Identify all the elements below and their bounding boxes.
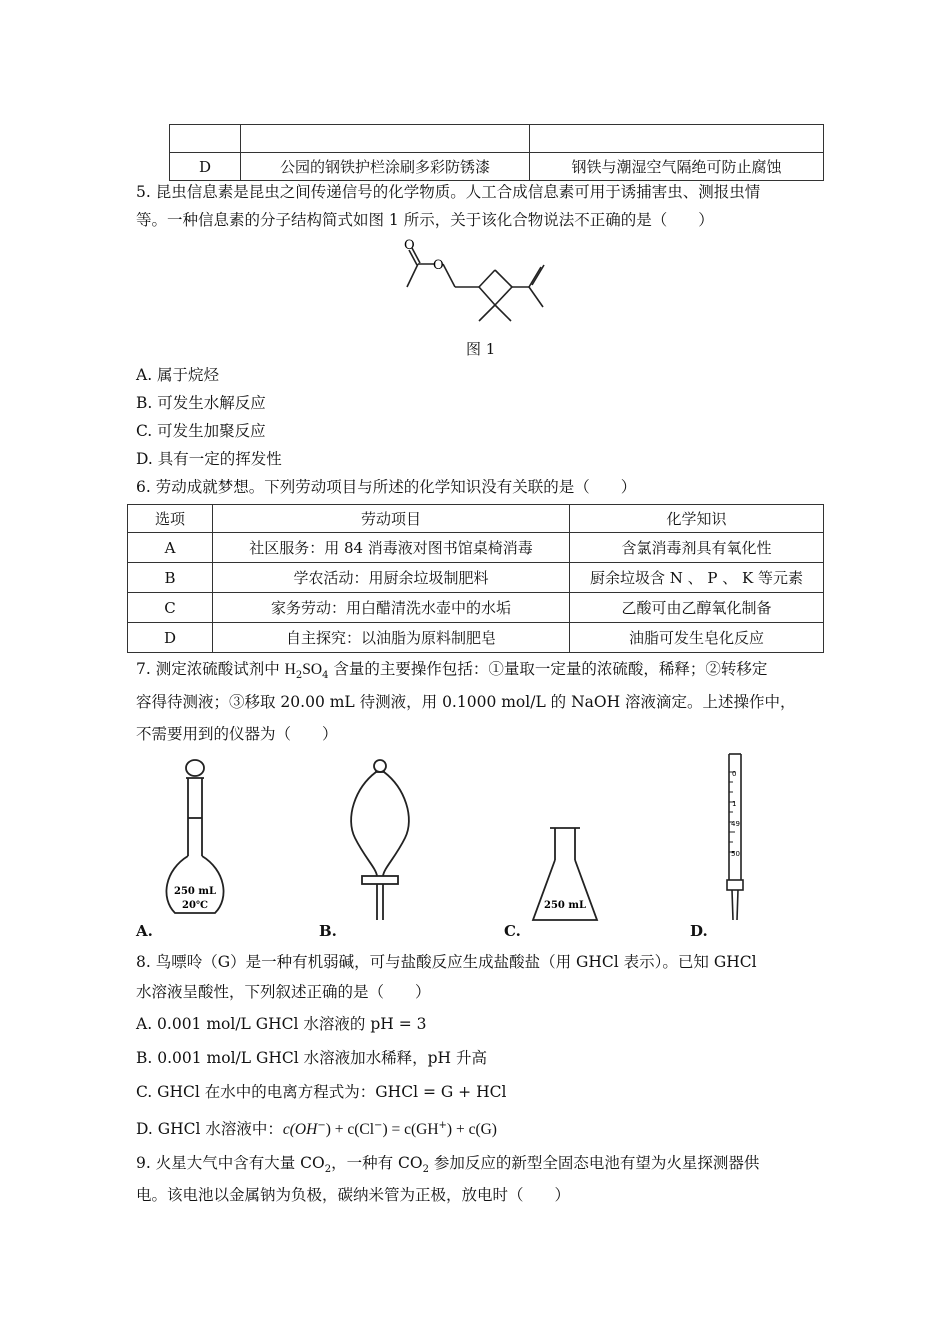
table-header-row <box>128 505 824 533</box>
table-row <box>128 533 824 563</box>
table-cell: D <box>128 623 213 653</box>
table-row <box>170 153 824 181</box>
volumetric-flask-image <box>155 758 235 923</box>
q7-label-b: B. <box>319 922 337 940</box>
burette-mark: 0 <box>732 770 737 778</box>
equation-text: ) + c(G) <box>446 1121 497 1139</box>
equation-text: ) = c(GH <box>382 1121 439 1139</box>
q5-option-b: B. 可发生水解反应 <box>136 394 266 412</box>
equation-superscript: − <box>317 1120 326 1131</box>
q8-option-c: C. GHCl 在水中的电离方程式为：GHCl = G + HCl <box>136 1083 507 1101</box>
table-cell: D <box>170 153 241 181</box>
table-header: 劳动项目 <box>213 505 570 533</box>
q7-text: 7. 测定浓硫酸试剂中 <box>136 660 285 678</box>
q6-table <box>127 504 824 653</box>
q8-option-a: A. 0.001 mol/L GHCl 水溶液的 pH = 3 <box>136 1015 427 1033</box>
table-row <box>128 563 824 593</box>
q8-option-d <box>136 1114 497 1142</box>
q5-option-c: C. 可发生加聚反应 <box>136 422 266 440</box>
formula-subscript: 2 <box>295 670 303 682</box>
formula-subscript: 2 <box>422 1164 429 1176</box>
burette-image <box>715 752 755 927</box>
formula-text: SO <box>302 661 323 678</box>
formula-text: H <box>284 661 296 678</box>
oxygen-label: O <box>404 238 415 253</box>
table-cell: 油脂可发生皂化反应 <box>570 623 824 653</box>
table-cell: 乙酸可由乙醇氧化制备 <box>570 593 824 623</box>
q8-text: D. GHCl 水溶液中： <box>136 1120 283 1139</box>
formula-subscript: 4 <box>322 670 329 682</box>
table-header: 选项 <box>128 505 213 533</box>
top-table <box>169 124 824 181</box>
table-cell: 学农活动：用厨余垃圾制肥料 <box>213 563 570 593</box>
q9-text: 9. 火星大气中含有大量 CO <box>136 1154 325 1172</box>
q7-label-c: C. <box>504 922 521 940</box>
table-row <box>128 623 824 653</box>
table-cell <box>530 125 824 153</box>
equation-text: c(OH <box>282 1121 318 1139</box>
equation-superscript: − <box>374 1120 383 1131</box>
q8-line1: 8. 鸟嘌呤（G）是一种有机弱碱，可与盐酸反应生成盐酸盐（用 GHCl 表示）。已知 GHCl <box>136 953 757 971</box>
equation-text: ) + c(Cl <box>325 1121 375 1139</box>
burette-mark: 1 <box>732 800 737 808</box>
erlenmeyer-volume-label: 250 mL <box>544 900 586 911</box>
q8-option-b: B. 0.001 mol/L GHCl 水溶液加水稀释，pH 升高 <box>136 1049 487 1067</box>
q7-label-a: A. <box>136 922 153 940</box>
table-cell: 含氯消毒剂具有氧化性 <box>570 533 824 563</box>
table-row <box>128 593 824 623</box>
table-cell: 钢铁与潮湿空气隔绝可防止腐蚀 <box>530 153 824 181</box>
table-cell: 社区服务：用 84 消毒液对图书馆桌椅消毒 <box>213 533 570 563</box>
table-row <box>170 125 824 153</box>
q7-line1 <box>136 657 767 688</box>
formula-subscript: 2 <box>324 1164 332 1176</box>
table-cell: B <box>128 563 213 593</box>
table-cell: 公园的钢铁护栏涂刷多彩防锈漆 <box>241 153 530 181</box>
q9-line2: 电。该电池以金属钠为负极，碳纳米管为正极，放电时（ ） <box>136 1186 571 1204</box>
q5-line2: 等。一种信息素的分子结构简式如图 1 所示，关于该化合物说法不正确的是（ ） <box>136 211 714 229</box>
q9-line1 <box>136 1151 759 1182</box>
q8-line2: 水溶液呈酸性，下列叙述正确的是（ ） <box>136 983 431 1001</box>
q7-line2: 容得待测液；③移取 20.00 mL 待测液，用 0.1000 mol/L 的 NaOH 溶液滴定。上述操作中， <box>136 693 796 711</box>
oxygen-label: O <box>433 258 444 273</box>
burette-mark: 50 <box>731 850 740 858</box>
table-cell: A <box>128 533 213 563</box>
erlenmeyer-flask-image <box>525 820 615 930</box>
equation-superscript: + <box>438 1120 447 1131</box>
q5-line1: 5. 昆虫信息素是昆虫之间传递信号的化学物质。人工合成信息素可用于诱捕害虫、测报虫情 <box>136 183 761 201</box>
q9-text: ，一种有 CO <box>331 1154 423 1172</box>
table-cell: C <box>128 593 213 623</box>
separatory-funnel-image <box>340 758 420 928</box>
table-cell <box>170 125 241 153</box>
flask-volume-label: 250 mL <box>174 886 216 897</box>
q7-text: 含量的主要操作包括：①量取一定量的浓硫酸，稀释；②转移定 <box>328 660 768 678</box>
q7-line3: 不需要用到的仪器为（ ） <box>136 725 338 743</box>
table-cell <box>241 125 530 153</box>
table-cell: 厨余垃圾含 N 、 P 、 K 等元素 <box>570 563 824 593</box>
figure-caption: 图 1 <box>466 340 496 358</box>
table-cell: 家务劳动：用白醋清洗水壶中的水垢 <box>213 593 570 623</box>
q7-label-d: D. <box>690 922 708 940</box>
molecule-structure <box>395 235 555 330</box>
burette-mark: 49 <box>731 820 740 828</box>
q5-option-a: A. 属于烷烃 <box>136 366 220 384</box>
table-cell: 自主探究：以油脂为原料制肥皂 <box>213 623 570 653</box>
q5-option-d: D. 具有一定的挥发性 <box>136 450 282 468</box>
q9-text: 参加反应的新型全固态电池有望为火星探测器供 <box>428 1154 760 1172</box>
flask-temp-label: 20℃ <box>182 900 208 911</box>
table-header: 化学知识 <box>570 505 824 533</box>
q6-stem: 6. 劳动成就梦想。下列劳动项目与所述的化学知识没有关联的是（ ） <box>136 478 637 496</box>
